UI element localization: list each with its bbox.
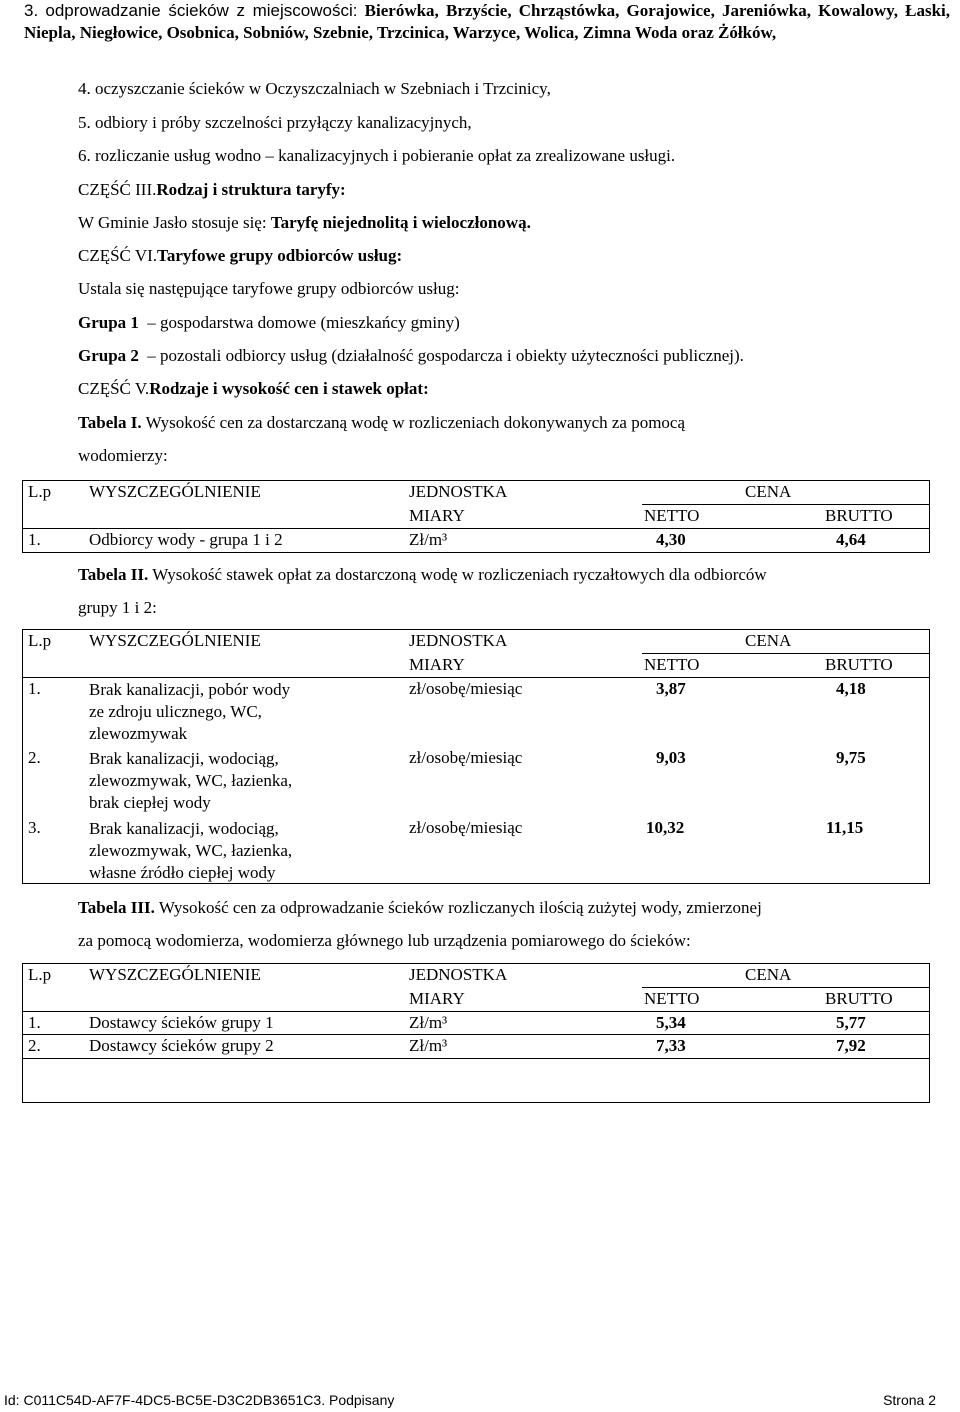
section-heading-part-5 bbox=[78, 379, 429, 399]
row-description-line: zlewozmywak, WC, łazienka, bbox=[89, 771, 293, 790]
list-item-number: 5. bbox=[78, 113, 91, 132]
row-description: Dostawcy ścieków grupy 1 bbox=[89, 1013, 274, 1032]
row-description bbox=[89, 679, 290, 745]
header-description: WYSZCZEGÓLNIENIE bbox=[89, 482, 261, 501]
row-lp: 1. bbox=[28, 1013, 41, 1032]
header-price: CENA bbox=[745, 965, 792, 984]
item-number: 3. bbox=[24, 1, 39, 20]
row-description-line: zlewozmywak, WC, łazienka, bbox=[89, 841, 293, 860]
header-netto: NETTO bbox=[644, 506, 700, 525]
header-price: CENA bbox=[745, 631, 792, 650]
header-brutto: BRUTTO bbox=[825, 506, 893, 525]
row-description-line: brak ciepłej wody bbox=[89, 793, 211, 812]
tariff-type-pre: W Gminie Jasło stosuje się: bbox=[78, 213, 267, 232]
list-item-6 bbox=[78, 146, 675, 166]
section-title: Rodzaj i struktura taryfy: bbox=[156, 180, 346, 199]
tariff-type-line bbox=[78, 213, 531, 233]
list-item-text: oczyszczanie ścieków w Oczyszczalniach w Szebniach i Trzcinicy, bbox=[95, 79, 551, 98]
row-description-line: zlewozmywak bbox=[89, 724, 188, 743]
group-1-line bbox=[78, 313, 460, 333]
row-description bbox=[89, 748, 292, 814]
row-description: Odbiorcy wody - grupa 1 i 2 bbox=[89, 530, 283, 549]
section-label: CZĘŚĆ VI. bbox=[78, 246, 158, 265]
row-brutto: 11,15 bbox=[826, 818, 864, 837]
group-text: – pozostali odbiorcy usług (działalność gospodarcza i obiekty użyteczności publicznej). bbox=[147, 346, 744, 365]
header-lp: L.p bbox=[28, 482, 52, 501]
row-unit: zł/osobę/miesiąc bbox=[409, 748, 523, 767]
row-unit: Zł/m³ bbox=[409, 530, 448, 549]
row-description-line: ze zdroju ulicznego, WC, bbox=[89, 702, 262, 721]
header-unit: JEDNOSTKA bbox=[409, 965, 508, 984]
intro-item-3 bbox=[24, 0, 950, 44]
tariff-type-value: Taryfę niejednolitą i wieloczłonową. bbox=[270, 213, 531, 232]
section-title: Rodzaje i wysokość cen i stawek opłat: bbox=[149, 379, 429, 398]
row-netto: 10,32 bbox=[646, 818, 685, 837]
group-label: Grupa 2 bbox=[78, 346, 139, 365]
page-number: Strona 2 bbox=[883, 1392, 936, 1408]
row-netto: 7,33 bbox=[656, 1036, 686, 1055]
document-id: Id: C011C54D-AF7F-4DC5-BC5E-D3C2DB3651C3. Podpisany bbox=[4, 1392, 395, 1408]
table-caption-label: Tabela II. bbox=[78, 565, 149, 584]
row-unit: zł/osobę/miesiąc bbox=[409, 679, 523, 698]
row-description: Dostawcy ścieków grupy 2 bbox=[89, 1036, 274, 1055]
table-2-caption bbox=[78, 565, 767, 585]
section-heading-part-3 bbox=[78, 180, 346, 200]
item-lead-text: odprowadzanie ścieków z miejscowości: bbox=[45, 1, 358, 20]
row-lp: 1. bbox=[28, 530, 41, 549]
table-caption-text: Wysokość stawek opłat za dostarczoną wodę w rozliczeniach ryczałtowych dla odbiorców bbox=[152, 565, 767, 584]
table-1-caption bbox=[78, 413, 685, 433]
row-brutto: 4,18 bbox=[836, 679, 866, 698]
row-lp: 1. bbox=[28, 679, 41, 698]
row-brutto: 7,92 bbox=[836, 1036, 866, 1055]
table-caption-text: Wysokość cen za dostarczaną wodę w rozliczeniach dokonywanych za pomocą bbox=[145, 413, 686, 432]
table-3-caption-cont: za pomocą wodomierza, wodomierza głównego lub urządzenia pomiarowego do ścieków: bbox=[78, 931, 691, 950]
row-description-line: Brak kanalizacji, pobór wody bbox=[89, 680, 291, 699]
header-lp: L.p bbox=[28, 965, 52, 984]
row-unit: Zł/m³ bbox=[409, 1036, 448, 1055]
section-title: Taryfowe grupy odbiorców usług: bbox=[157, 246, 403, 265]
row-brutto: 4,64 bbox=[836, 530, 866, 549]
row-unit: zł/osobę/miesiąc bbox=[409, 818, 523, 837]
group-text: – gospodarstwa domowe (mieszkańcy gminy) bbox=[147, 313, 460, 332]
table-caption-text: Wysokość cen za odprowadzanie ścieków rozliczanych ilością zużytej wody, zmierzonej bbox=[158, 898, 762, 917]
table-caption-label: Tabela III. bbox=[78, 898, 155, 917]
section-heading-part-6 bbox=[78, 246, 402, 266]
list-item-text: odbiory i próby szczelności przyłączy kanalizacyjnych, bbox=[95, 113, 472, 132]
header-lp: L.p bbox=[28, 631, 52, 650]
table-1-caption-cont: wodomierzy: bbox=[78, 446, 168, 465]
header-price: CENA bbox=[745, 482, 792, 501]
row-unit: Zł/m³ bbox=[409, 1013, 448, 1032]
header-brutto: BRUTTO bbox=[825, 655, 893, 674]
table-2-caption-cont: grupy 1 i 2: bbox=[78, 598, 157, 617]
row-description bbox=[89, 818, 292, 884]
list-item-text: rozliczanie usług wodno – kanalizacyjnych i pobieranie opłat za zrealizowane usługi. bbox=[95, 146, 676, 165]
row-brutto: 5,77 bbox=[836, 1013, 866, 1032]
page-footer bbox=[4, 1392, 936, 1408]
header-netto: NETTO bbox=[644, 655, 700, 674]
group-label: Grupa 1 bbox=[78, 313, 139, 332]
table-3-caption bbox=[78, 898, 762, 918]
header-brutto: BRUTTO bbox=[825, 989, 893, 1008]
header-unit-2: MIARY bbox=[409, 989, 465, 1008]
list-item-number: 6. bbox=[78, 146, 91, 165]
section-label: CZĘŚĆ V. bbox=[78, 379, 150, 398]
list-item-number: 4. bbox=[78, 79, 91, 98]
section-label: CZĘŚĆ III. bbox=[78, 180, 157, 199]
row-netto: 5,34 bbox=[656, 1013, 686, 1032]
group-2-line bbox=[78, 346, 744, 366]
item-places: Bierówka, Brzyście, Chrząstówka, Gorajowice, Jareniówka, Kowalowy, Łaski, Niepla, Niegłowice, Osobnica, Sobniów, Szebnie, Trzcinica, Warzyce, Wolica, Zimna Woda oraz Żółków, bbox=[24, 1, 951, 42]
row-description-line: własne źródło ciepłej wody bbox=[89, 863, 276, 882]
row-lp: 3. bbox=[28, 818, 41, 837]
header-unit: JEDNOSTKA bbox=[409, 482, 508, 501]
header-netto: NETTO bbox=[644, 989, 700, 1008]
list-item-5 bbox=[78, 113, 472, 133]
list-item-4 bbox=[78, 79, 551, 99]
row-lp: 2. bbox=[28, 748, 41, 767]
row-netto: 4,30 bbox=[656, 530, 686, 549]
row-netto: 3,87 bbox=[656, 679, 686, 698]
row-lp: 2. bbox=[28, 1036, 41, 1055]
row-brutto: 9,75 bbox=[836, 748, 866, 767]
header-unit-2: MIARY bbox=[409, 655, 465, 674]
header-unit: JEDNOSTKA bbox=[409, 631, 508, 650]
groups-intro: Ustala się następujące taryfowe grupy odbiorców usług: bbox=[78, 279, 460, 298]
row-netto: 9,03 bbox=[656, 748, 686, 767]
header-unit-2: MIARY bbox=[409, 506, 465, 525]
row-description-line: Brak kanalizacji, wodociąg, bbox=[89, 749, 279, 768]
header-description: WYSZCZEGÓLNIENIE bbox=[89, 631, 261, 650]
table-caption-label: Tabela I. bbox=[78, 413, 142, 432]
row-description-line: Brak kanalizacji, wodociąg, bbox=[89, 819, 279, 838]
header-description: WYSZCZEGÓLNIENIE bbox=[89, 965, 261, 984]
